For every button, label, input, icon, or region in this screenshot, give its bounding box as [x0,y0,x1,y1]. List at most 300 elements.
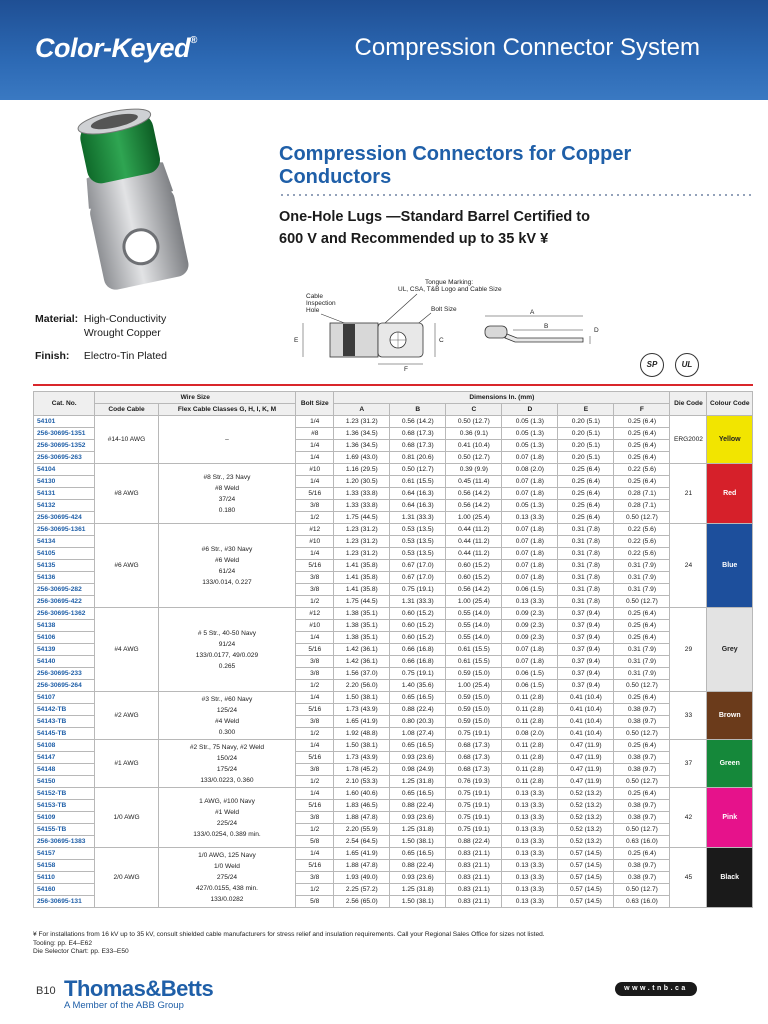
flex-cable-line: # 5 Str., 40-50 Navy [197,629,257,637]
dimension-cell: 0.50 (12.7) [614,884,670,896]
dimension-cell: 1.50 (38.1) [390,836,446,848]
dimension-cell: 1.25 (31.8) [390,776,446,788]
brand-title: Color-Keyed® [35,33,197,63]
dimension-cell: 0.50 (12.7) [614,776,670,788]
dimension-cell: 0.37 (9.4) [558,644,614,656]
dimension-cell: 0.09 (2.3) [502,632,558,644]
flex-cable-line: 150/24 [216,754,238,762]
finish-value: Electro-Tin Plated [83,350,167,362]
dimension-cell: 0.88 (22.4) [390,704,446,716]
footnote-die-selector: Die Selector Chart: pp. E33–E50 [33,948,129,956]
dimension-cell: 1.50 (38.1) [334,692,390,704]
col-header-cat-no: Cat. No. [34,392,95,416]
col-header-dim-e: E [558,404,614,416]
bolt-size-cell: 5/16 [296,560,334,572]
die-code-cell: ERG2002 [670,416,707,464]
dimension-cell: 0.65 (16.5) [390,692,446,704]
dimension-cell: 0.11 (2.8) [502,704,558,716]
dimension-cell: 1.60 (40.6) [334,788,390,800]
bolt-size-cell: 3/8 [296,500,334,512]
code-cable-cell: #8 AWG [95,464,158,524]
colour-code-cell: Pink [707,788,753,848]
dimension-cell: 0.93 (23.6) [390,752,446,764]
dimension-cell: 0.52 (13.2) [558,836,614,848]
dimension-cell: 1.75 (44.5) [334,512,390,524]
dimension-cell: 0.25 (6.4) [614,440,670,452]
cat-no-cell: 54109 [34,812,95,824]
flex-cable-line: #6 Str., #30 Navy [201,545,253,553]
dimension-cell: 1.56 (37.0) [334,668,390,680]
dimension-cell: 0.65 (16.5) [390,848,446,860]
dimension-cell: 0.45 (11.4) [446,476,502,488]
table-row [34,416,753,428]
dimension-cell: 0.13 (3.3) [502,824,558,836]
dimension-cell: 0.64 (16.3) [390,500,446,512]
col-header-dim-d: D [502,404,558,416]
flex-cable-line: #6 Weld [214,556,240,564]
dimension-cell: 0.68 (17.3) [390,440,446,452]
dimension-cell: 0.25 (6.4) [558,500,614,512]
bolt-size-cell: 3/8 [296,572,334,584]
cat-no-cell: 54105 [34,548,95,560]
dimension-cell: 1.69 (43.0) [334,452,390,464]
dimension-cell: 1.25 (31.8) [390,824,446,836]
dimension-cell: 1.88 (47.8) [334,812,390,824]
colour-code-cell: Blue [707,524,753,608]
bolt-size-cell: 5/16 [296,800,334,812]
flex-cable-cell [158,788,295,848]
dimension-cell: 0.44 (11.2) [446,524,502,536]
dim-label-c: C [439,337,444,344]
dimension-cell: 0.44 (11.2) [446,536,502,548]
bolt-size-cell: 5/16 [296,704,334,716]
dimension-cell: 1.92 (48.8) [334,728,390,740]
dimension-cell: 0.25 (6.4) [614,428,670,440]
colour-code-cell: Brown [707,692,753,740]
bolt-size-cell: 3/8 [296,668,334,680]
cat-no-cell: 54107 [34,692,95,704]
dimension-cell: 1.20 (30.5) [334,476,390,488]
dimension-cell: 0.57 (14.5) [558,896,614,908]
csa-cert-icon: SP [640,353,664,377]
dimension-cell: 0.20 (5.1) [558,428,614,440]
flex-cable-line: 133/0.014, 0.227 [202,578,252,586]
dimension-cell: 1.42 (36.1) [334,644,390,656]
dimension-cell: 0.25 (6.4) [614,452,670,464]
dimension-cell: 0.07 (1.8) [502,488,558,500]
tongue-marking-label: Tongue Marking: [425,279,474,286]
dimension-cell: 0.31 (7.9) [614,644,670,656]
tongue-marking-detail: UL, CSA, T&B Logo and Cable Size [398,286,502,293]
dimension-cell: 1.33 (33.8) [334,500,390,512]
dimension-cell: 0.22 (5.6) [614,524,670,536]
dimension-cell: 0.31 (7.8) [558,584,614,596]
dimension-cell: 0.56 (14.2) [446,488,502,500]
bolt-size-cell: #10 [296,464,334,476]
dimension-cell: 2.20 (56.0) [334,680,390,692]
dimension-cell: 1.38 (35.1) [334,632,390,644]
cat-no-cell: 54136 [34,572,95,584]
bolt-size-cell: 3/8 [296,584,334,596]
dimension-cell: 0.25 (6.4) [614,608,670,620]
cat-no-cell: 54110 [34,872,95,884]
bolt-size-cell: 3/8 [296,872,334,884]
dimension-cell: 0.06 (1.5) [502,680,558,692]
dimension-cell: 0.37 (9.4) [558,668,614,680]
dimension-cell: 0.41 (10.4) [446,440,502,452]
dimension-cell: 0.57 (14.5) [558,884,614,896]
website-link[interactable]: www.tnb.ca [615,982,697,996]
dimension-cell: 1.50 (38.1) [390,896,446,908]
flex-cable-line: 0.180 [218,506,236,514]
dimension-cell: 0.61 (15.5) [446,644,502,656]
flex-cable-line: #4 Weld [214,717,240,725]
colour-code-cell: Grey [707,608,753,692]
dimension-cell: 0.06 (1.5) [502,584,558,596]
flex-cable-cell [158,740,295,788]
flex-cable-line: 1 AWG, #100 Navy [199,797,255,805]
cat-no-cell: 256-30695-131 [34,896,95,908]
code-cable-cell: #14-10 AWG [95,416,158,464]
dimension-cell: 0.76 (19.3) [446,776,502,788]
dimension-cell: 0.37 (9.4) [558,680,614,692]
cat-no-cell: 256-30695-1351 [34,428,95,440]
dimension-cell: 0.25 (6.4) [558,512,614,524]
dimension-cell: 0.13 (3.3) [502,836,558,848]
bolt-size-cell: 1/4 [296,848,334,860]
cat-no-cell: 54101 [34,416,95,428]
dimension-cell: 0.07 (1.8) [502,560,558,572]
dimension-cell: 0.31 (7.8) [558,548,614,560]
dimension-cell: 0.25 (6.4) [614,692,670,704]
dimension-cell: 0.25 (6.4) [614,476,670,488]
dimension-cell: 2.56 (65.0) [334,896,390,908]
cat-no-cell: 54106 [34,632,95,644]
dimension-cell: 0.60 (15.2) [390,608,446,620]
dimension-cell: 0.60 (15.2) [446,560,502,572]
dimension-cell: 0.57 (14.5) [558,848,614,860]
dimension-cell: 0.68 (17.3) [390,428,446,440]
dimension-cell: 0.31 (7.8) [558,572,614,584]
cat-no-cell: 54155-TB [34,824,95,836]
dimension-cell: 0.20 (5.1) [558,440,614,452]
dimension-cell: 0.83 (21.1) [446,860,502,872]
dimension-cell: 0.25 (6.4) [614,620,670,632]
dimension-cell: 0.31 (7.8) [558,560,614,572]
code-cable-cell: 2/0 AWG [95,848,158,908]
dimension-cell: 0.68 (17.3) [446,764,502,776]
col-header-dim-f: F [614,404,670,416]
colour-code-cell: Yellow [707,416,753,464]
cat-no-cell: 54139 [34,644,95,656]
dimension-cell: 0.63 (16.0) [614,836,670,848]
dimension-cell: 0.47 (11.9) [558,776,614,788]
dimension-cell: 0.50 (12.7) [390,464,446,476]
dimension-cell: 0.07 (1.8) [502,572,558,584]
cat-no-cell: 54132 [34,500,95,512]
dimension-cell: 0.59 (15.0) [446,692,502,704]
flex-cable-line: 91/24 [218,640,236,648]
dimension-cell: 0.41 (10.4) [558,716,614,728]
dimension-cell: 0.56 (14.2) [390,416,446,428]
dimension-cell: 1.23 (31.2) [334,416,390,428]
dimension-cell: 0.81 (20.6) [390,452,446,464]
dotted-divider [279,193,753,197]
dimension-cell: 0.47 (11.9) [558,740,614,752]
dimension-cell: 0.07 (1.8) [502,644,558,656]
cat-no-cell: 54131 [34,488,95,500]
dimension-cell: 1.31 (33.3) [390,512,446,524]
dimension-cell: 2.54 (64.5) [334,836,390,848]
dimension-cell: 0.47 (11.9) [558,752,614,764]
dimension-cell: 0.53 (13.5) [390,524,446,536]
dimension-cell: 0.07 (1.8) [502,548,558,560]
dimension-cell: 0.05 (1.3) [502,500,558,512]
col-header-dim-a: A [334,404,390,416]
die-code-cell: 29 [670,608,707,692]
flex-cable-line: 37/24 [218,495,236,503]
bolt-size-cell: 1/4 [296,440,334,452]
dimension-cell: 0.75 (19.1) [446,824,502,836]
dimension-cell: 0.13 (3.3) [502,800,558,812]
dimension-cell: 0.56 (14.2) [446,584,502,596]
dimension-cell: 1.78 (45.2) [334,764,390,776]
dimension-cell: 0.11 (2.8) [502,692,558,704]
dim-label-d: D [594,327,599,334]
dimension-cell: 1.73 (43.9) [334,752,390,764]
dimension-cell: 0.22 (5.6) [614,548,670,560]
dimension-cell: 0.88 (22.4) [390,860,446,872]
col-header-code-cable: Code Cable [95,404,158,416]
flex-cable-line: 133/0.0223, 0.360 [200,776,254,784]
bolt-size-cell: 1/4 [296,788,334,800]
dimension-cell: 0.83 (21.1) [446,848,502,860]
dimension-cell: 0.80 (20.3) [390,716,446,728]
material-label: Material: [35,313,79,325]
dimension-cell: 1.36 (34.5) [334,428,390,440]
bolt-size-cell: 1/4 [296,548,334,560]
dimension-cell: 0.38 (9.7) [614,800,670,812]
bolt-size-cell: 1/2 [296,884,334,896]
dimension-cell: 0.11 (2.8) [502,764,558,776]
flex-cable-line: 133/0.0254, 0.389 min. [193,830,261,838]
dimension-cell: 0.44 (11.2) [446,548,502,560]
cat-no-cell: 54135 [34,560,95,572]
cat-no-cell: 256-30695-424 [34,512,95,524]
dimension-cell: 0.55 (14.0) [446,608,502,620]
dimension-cell: 0.83 (21.1) [446,872,502,884]
dimension-cell: 0.07 (1.8) [502,536,558,548]
dimension-cell: 0.65 (16.5) [390,740,446,752]
dimension-cell: 0.31 (7.8) [558,524,614,536]
dimension-cell: 0.41 (10.4) [558,728,614,740]
flex-cable-line: 1/0 Weld [214,863,240,870]
flex-cable-cell [158,464,295,524]
cat-no-cell: 54153-TB [34,800,95,812]
dimension-cell: 0.39 (9.9) [446,464,502,476]
cat-no-cell: 54134 [34,536,95,548]
dimension-cell: 0.07 (1.8) [502,656,558,668]
bolt-size-cell: 5/16 [296,752,334,764]
bolt-size-cell: 3/8 [296,716,334,728]
flex-cable-line: 225/24 [216,819,238,827]
connector-spec-table [33,391,753,908]
cable-inspection-label-1: Cable [306,293,323,300]
cat-no-cell: 54104 [34,464,95,476]
dimension-cell: 0.11 (2.8) [502,716,558,728]
dimension-cell: 0.13 (3.3) [502,884,558,896]
dimension-cell: 0.25 (6.4) [558,476,614,488]
dimension-cell: 0.67 (17.0) [390,572,446,584]
flex-cable-cell [158,524,295,608]
code-cable-cell: 1/0 AWG [95,788,158,848]
bolt-size-cell: 1/2 [296,776,334,788]
dimension-cell: 0.13 (3.3) [502,872,558,884]
dimension-cell: 1.41 (35.8) [334,560,390,572]
dimension-cell: 0.37 (9.4) [558,620,614,632]
dimension-cell: 0.41 (10.4) [558,704,614,716]
dimension-cell: 0.31 (7.8) [558,536,614,548]
dimension-cell: 1.23 (31.2) [334,548,390,560]
cat-no-cell: 256-30695-1383 [34,836,95,848]
col-header-flex-cable: Flex Cable Classes G, H, I, K, M [158,404,295,416]
flex-cable-line: #8 Str., 23 Navy [203,473,251,481]
bolt-size-cell: 5/16 [296,644,334,656]
dimension-cell: 0.28 (7.1) [614,500,670,512]
dimension-cell: 0.50 (12.7) [446,452,502,464]
dimension-cell: 0.53 (13.5) [390,548,446,560]
dimension-cell: 0.13 (3.3) [502,512,558,524]
dimension-cell: 0.53 (13.5) [390,536,446,548]
dimension-cell: 2.20 (55.9) [334,824,390,836]
bolt-size-cell: 1/4 [296,452,334,464]
dimension-cell: 0.38 (9.7) [614,716,670,728]
cat-no-cell: 54160 [34,884,95,896]
bolt-size-cell: 1/4 [296,476,334,488]
code-cable-cell: #6 AWG [95,524,158,608]
dimension-cell: 0.13 (3.3) [502,788,558,800]
dimension-cell: 0.08 (2.0) [502,464,558,476]
bolt-size-cell: #8 [296,428,334,440]
dimension-cell: 1.38 (35.1) [334,620,390,632]
die-code-cell: 42 [670,788,707,848]
lug-dimension-diagram [285,278,615,378]
dimension-cell: 1.41 (35.8) [334,584,390,596]
flex-cable-line: 275/24 [216,874,238,881]
col-header-die-code: Die Code [670,392,707,416]
dimension-cell: 0.09 (2.3) [502,608,558,620]
dimension-cell: 2.25 (57.2) [334,884,390,896]
flex-cable-line: 175/24 [216,765,238,773]
dimension-cell: 0.07 (1.8) [502,452,558,464]
dimension-cell: 0.05 (1.3) [502,440,558,452]
flex-cable-line: 427/0.0155, 438 min. [195,885,258,892]
cat-no-cell: 54143-TB [34,716,95,728]
col-header-dimensions: Dimensions In. (mm) [334,392,670,404]
system-title: Compression Connector System [354,34,700,61]
dimension-cell: 0.75 (19.1) [446,800,502,812]
bolt-size-cell: 5/16 [296,488,334,500]
dimension-cell: 0.25 (6.4) [558,464,614,476]
dimension-cell: 0.25 (6.4) [614,848,670,860]
colour-code-cell: Black [707,848,753,908]
dimension-cell: 0.31 (7.9) [614,572,670,584]
dimension-cell: 0.31 (7.8) [558,596,614,608]
page-number: B10 [36,985,56,997]
footnotes [33,931,545,957]
cat-no-cell: 54157 [34,848,95,860]
dimension-cell: 0.57 (14.5) [558,872,614,884]
dimension-cell: 0.75 (19.1) [446,788,502,800]
die-code-cell: 37 [670,740,707,788]
flex-cable-cell [158,692,295,740]
dimension-cell: 0.07 (1.8) [502,476,558,488]
dimension-cell: 0.83 (21.1) [446,896,502,908]
table-row [34,524,753,536]
abb-group-tagline: A Member of the ABB Group [64,1000,184,1011]
bolt-size-cell: 1/2 [296,596,334,608]
dimension-cell: 0.50 (12.7) [614,680,670,692]
dimension-cell: 0.31 (7.9) [614,560,670,572]
bolt-size-cell: 1/2 [296,824,334,836]
bolt-size-cell: 1/4 [296,740,334,752]
bolt-size-cell: #12 [296,608,334,620]
dimension-cell: 1.83 (46.5) [334,800,390,812]
dimension-cell: 0.60 (15.2) [390,632,446,644]
dimension-cell: 0.13 (3.3) [502,860,558,872]
dimension-cell: 0.38 (9.7) [614,752,670,764]
dimension-cell: 1.08 (27.4) [390,728,446,740]
die-code-cell: 24 [670,524,707,608]
dimension-cell: 0.25 (6.4) [614,416,670,428]
colour-code-cell: Green [707,740,753,788]
bolt-size-cell: 5/8 [296,896,334,908]
dimension-cell: 0.93 (23.6) [390,872,446,884]
dimension-cell: 0.05 (1.3) [502,428,558,440]
cat-no-cell: 256-30695-263 [34,452,95,464]
dimension-cell: 2.10 (53.3) [334,776,390,788]
bolt-size-cell: 3/8 [296,656,334,668]
col-header-wire-size: Wire Size [95,392,296,404]
dimension-cell: 0.38 (9.7) [614,812,670,824]
product-subheading: One-Hole Lugs —Standard Barrel Certified to 600 V and Recommended up to 35 kV ¥ [279,209,590,247]
flex-cable-cell [158,608,295,692]
bolt-size-cell: 1/4 [296,632,334,644]
dimension-cell: 0.11 (2.8) [502,776,558,788]
dimension-cell: 0.88 (22.4) [390,800,446,812]
dimension-cell: 1.31 (33.3) [390,596,446,608]
ul-cert-icon: UL [675,353,699,377]
col-header-bolt-size: Bolt Size [296,392,334,416]
dimension-cell: 1.25 (31.8) [390,884,446,896]
table-row [34,692,753,704]
material-spec [35,312,194,340]
dimension-cell: 1.65 (41.9) [334,716,390,728]
cable-inspection-label-2: Inspection [306,300,336,307]
bolt-size-cell: 1/2 [296,680,334,692]
dimension-cell: 0.57 (14.5) [558,860,614,872]
cat-no-cell: 54142-TB [34,704,95,716]
dimension-cell: 1.73 (43.9) [334,704,390,716]
dimension-cell: 0.38 (9.7) [614,872,670,884]
dimension-cell: 0.75 (19.1) [390,668,446,680]
dimension-cell: 0.20 (5.1) [558,452,614,464]
dimension-cell: 0.68 (17.3) [446,752,502,764]
dimension-cell: 0.93 (23.6) [390,812,446,824]
dimension-cell: 0.52 (13.2) [558,788,614,800]
cat-no-cell: 256-30695-233 [34,668,95,680]
dimension-cell: 0.65 (16.5) [390,788,446,800]
